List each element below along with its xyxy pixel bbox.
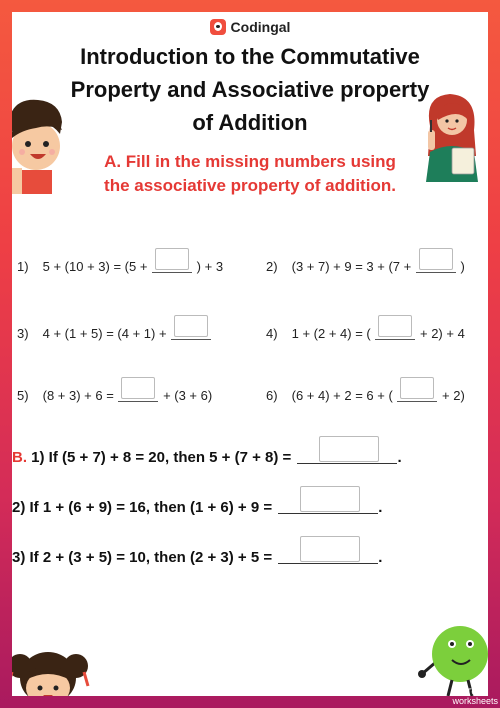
worksheet-page xyxy=(12,12,488,696)
answer-blank[interactable] xyxy=(297,436,397,466)
watermark-line-1: TOP xyxy=(466,687,485,697)
problem-right-text: + 2) xyxy=(442,388,465,403)
problem-right-text: ) + 3 xyxy=(196,259,224,274)
question-period: . xyxy=(378,499,383,516)
answer-blank[interactable] xyxy=(416,248,456,274)
problem-3 xyxy=(17,315,212,341)
problem-left-text: 5 + (10 + 3) = (5 + xyxy=(42,259,148,274)
problem-number: 6) xyxy=(266,388,278,403)
title-line-3: of Addition xyxy=(192,110,308,135)
answer-blank[interactable] xyxy=(118,377,158,403)
problem-right-text: + (3 + 6) xyxy=(163,388,213,403)
problem-left-text: 4 + (1 + 5) = (4 + 1) + xyxy=(42,326,167,341)
problem-left-text: (8 + 3) + 6 = xyxy=(42,388,114,403)
answer-blank[interactable] xyxy=(375,315,415,341)
answer-blank[interactable] xyxy=(152,248,192,274)
section-b-question-1 xyxy=(12,436,402,466)
problem-right-text: ) xyxy=(460,259,465,274)
answer-blank[interactable] xyxy=(397,377,437,403)
problem-number: 2) xyxy=(266,259,278,274)
green-ball-character-icon xyxy=(418,614,488,696)
section-b-question-3 xyxy=(12,536,382,566)
girl-character-icon xyxy=(12,638,90,696)
problem-number: 4) xyxy=(266,326,278,341)
brand-header xyxy=(12,18,488,36)
problem-number: 5) xyxy=(17,388,29,403)
section-a-line-1: A. Fill in the missing numbers using xyxy=(104,152,396,171)
problem-5 xyxy=(17,377,212,403)
problem-4 xyxy=(266,315,465,341)
section-a-line-2: the associative property of addition. xyxy=(104,176,396,195)
question-text: 1) If (5 + 7) + 8 = 20, then 5 + (7 + 8) = xyxy=(31,449,292,466)
title-line-2: Property and Associative property xyxy=(70,77,430,102)
problem-left-text: 1 + (2 + 4) = ( xyxy=(291,326,371,341)
question-period: . xyxy=(378,549,383,566)
problem-number: 1) xyxy=(17,259,29,274)
question-period: . xyxy=(397,449,402,466)
brand-name: Codingal xyxy=(230,18,291,35)
answer-blank[interactable] xyxy=(278,536,378,566)
problem-1 xyxy=(17,248,223,274)
site-watermark xyxy=(452,688,498,706)
problem-left-text: (3 + 7) + 9 = 3 + (7 + xyxy=(291,259,412,274)
answer-blank[interactable] xyxy=(171,315,211,341)
section-a-heading xyxy=(12,150,488,198)
problem-6 xyxy=(266,377,465,403)
codingal-logo-icon xyxy=(210,19,226,35)
problem-right-text: + 2) + 4 xyxy=(420,326,465,341)
problem-2 xyxy=(266,248,465,274)
watermark-line-2: worksheets xyxy=(452,696,498,706)
section-b-letter: B. xyxy=(12,449,27,466)
question-text: 2) If 1 + (6 + 9) = 16, then (1 + 6) + 9 = xyxy=(12,499,273,516)
problem-left-text: (6 + 4) + 2 = 6 + ( xyxy=(291,388,393,403)
question-text: 3) If 2 + (3 + 5) = 10, then (2 + 3) + 5 = xyxy=(12,549,273,566)
answer-blank[interactable] xyxy=(278,486,378,516)
problem-number: 3) xyxy=(17,326,29,341)
section-b-question-2 xyxy=(12,486,382,516)
title-line-1: Introduction to the Commutative xyxy=(80,44,420,69)
